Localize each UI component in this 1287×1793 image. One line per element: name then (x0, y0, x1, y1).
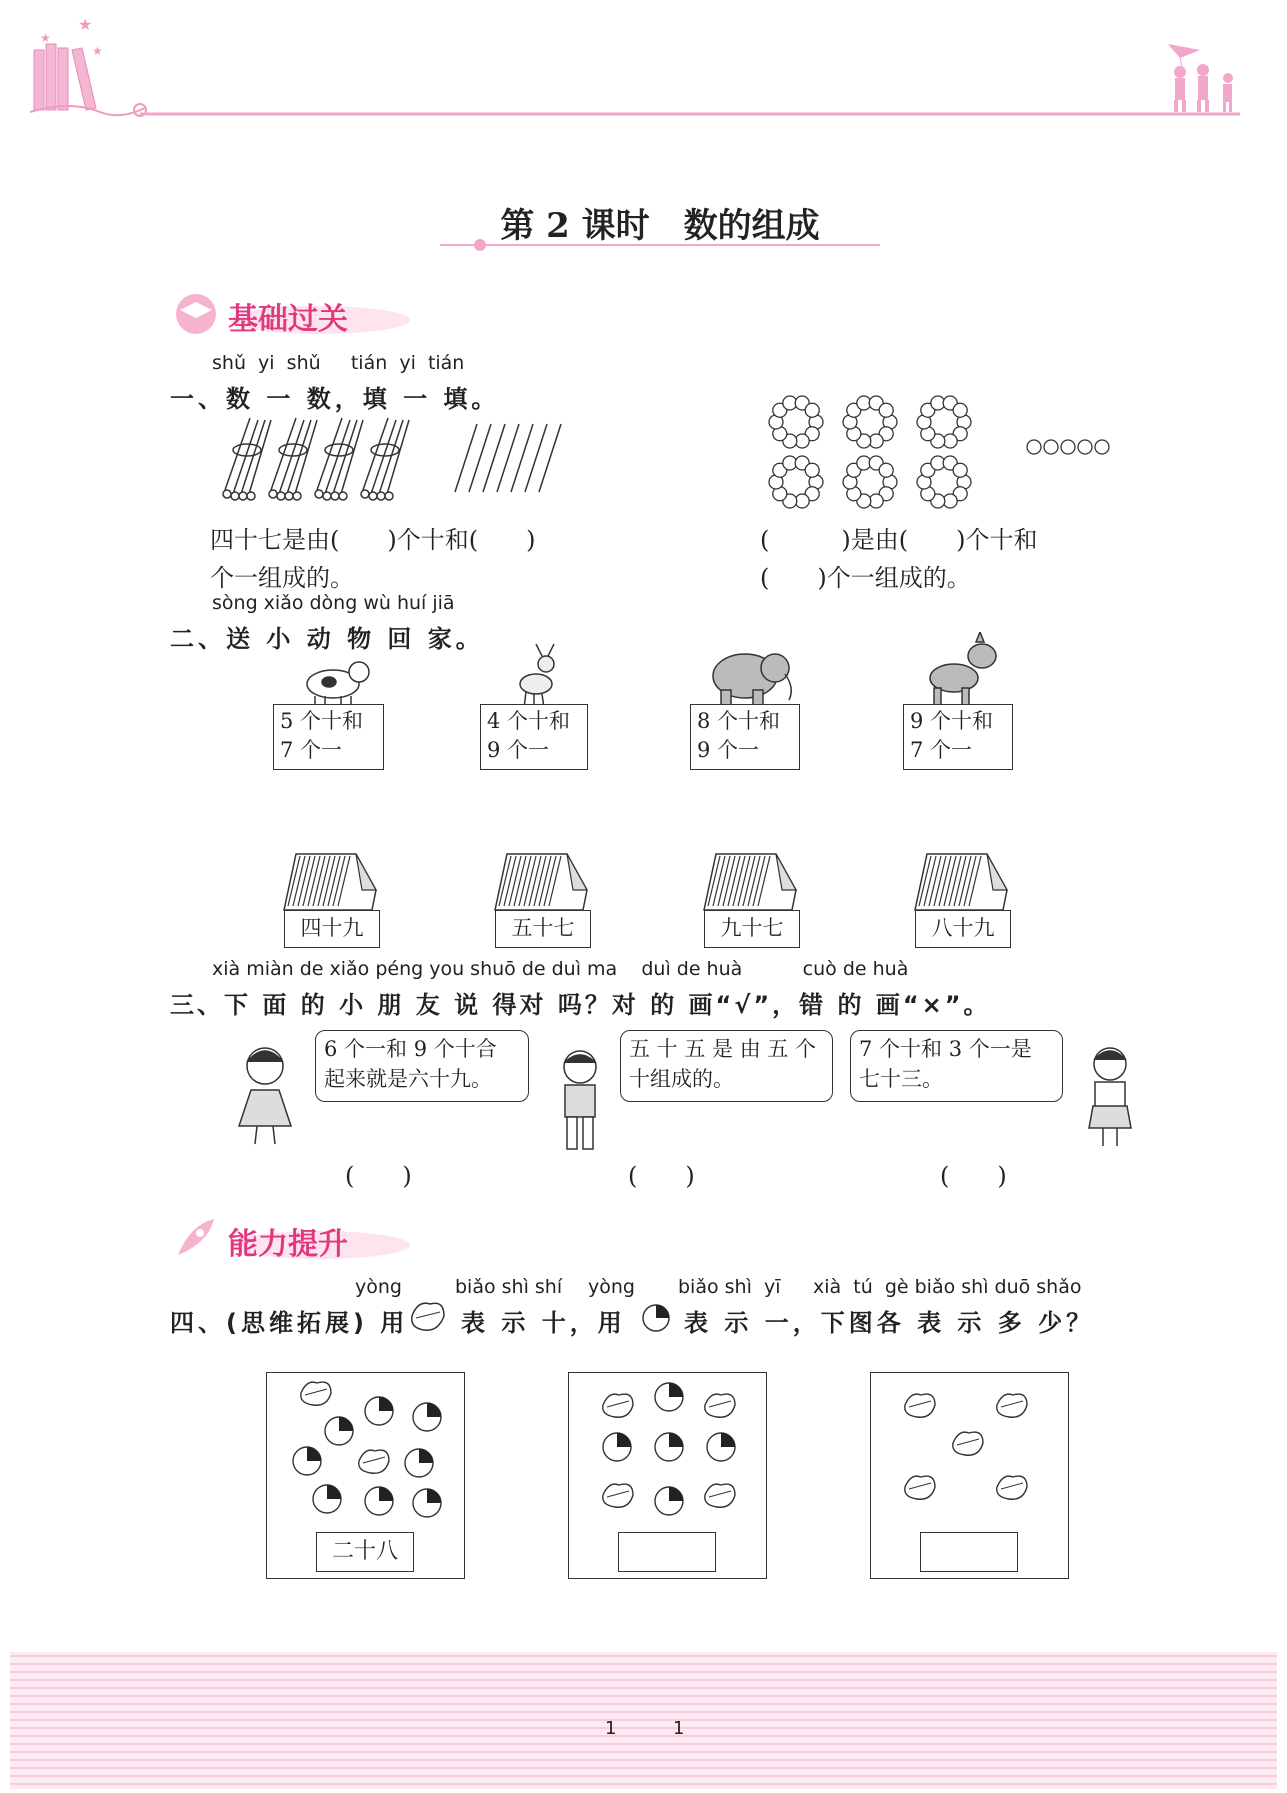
q1-pinyin: shǔ yi shǔ tián yi tián (212, 352, 465, 374)
q4-pinyin-e: xià tú gè biǎo shì duō shǎo (813, 1276, 1082, 1298)
house-roofs-illustration (280, 850, 1040, 916)
speech-bubble-1: 6 个一和 9 个十合 起来就是六十九。 (315, 1030, 529, 1102)
stick-bundles-illustration (215, 410, 595, 510)
q1-left-line1: 四十七是由( )个十和( ) (210, 526, 536, 554)
q3-title: 三、下 面 的 小 朋 友 说 得对 吗？对 的 画“√”，错 的 画“×”。 (170, 991, 991, 1019)
svg-text:★: ★ (78, 15, 93, 34)
section-advanced-banner (170, 1215, 410, 1261)
q1-right-line1: ( )是由( )个十和 (760, 526, 1038, 554)
bead-rings-illustration (760, 392, 1120, 512)
house-label-4: 八十九 (915, 910, 1011, 948)
q4-answer-box-1[interactable]: 二十八 (316, 1532, 414, 1572)
title-underline (440, 238, 880, 252)
girl-1-illustration (225, 1040, 305, 1150)
half-circle-icon (640, 1302, 672, 1334)
house-label-3: 九十七 (704, 910, 800, 948)
speech-bubble-2: 五 十 五 是 由 五 个 十组成的。 (620, 1030, 833, 1102)
house-label-1: 四十九 (284, 910, 380, 948)
speech-bubble-3: 7 个十和 3 个一是 七十三。 (850, 1030, 1063, 1102)
page-number-left: 1 (605, 1718, 617, 1739)
q4-pinyin-d: biǎo shì yī (678, 1276, 781, 1298)
q2-pinyin: sòng xiǎo dòng wù huí jiā (212, 592, 455, 614)
section-basic-label: 基础过关 (228, 302, 348, 337)
animal-card-horse: 9 个十和 7 个一 (903, 704, 1013, 770)
q1-left-line2: 个一组成的。 (210, 564, 354, 592)
q2-title: 二、送 小 动 物 回 家。 (170, 625, 484, 653)
lesson-title: 第 2 课时 数的组成 (500, 206, 820, 246)
horse-illustration (920, 632, 1005, 710)
elephant-illustration (705, 638, 800, 710)
section-basic-banner (170, 290, 410, 336)
animal-card-goat: 4 个十和 9 个一 (480, 704, 588, 770)
q4-part2: 表 示 十，用 (461, 1309, 626, 1337)
animal-card-cow: 5 个十和 7 个一 (273, 704, 384, 770)
q4-answer-box-2[interactable] (618, 1532, 716, 1572)
boy-illustration (545, 1045, 615, 1155)
cow-illustration (295, 650, 375, 710)
section-advanced-label: 能力提升 (228, 1227, 348, 1262)
q4-part1: 四、(思维拓展) 用 (170, 1309, 409, 1337)
q1-right-line2: ( )个一组成的。 (760, 564, 971, 592)
footer-stripes (10, 1652, 1277, 1789)
svg-text:★: ★ (92, 44, 103, 58)
animal-card-elephant: 8 个十和 9 个一 (690, 704, 800, 770)
leaf-icon (408, 1298, 448, 1334)
q1-title: 一、数 一 数，填 一 填。 (170, 385, 500, 413)
answer-paren-2[interactable]: ( ) (628, 1162, 695, 1190)
q4-answer-box-3[interactable] (920, 1532, 1018, 1572)
q4-pinyin-b: biǎo shì shí (455, 1276, 563, 1298)
q3-pinyin: xià miàn de xiǎo péng you shuō de duì ma duì de huà cuò de huà (212, 958, 909, 980)
answer-paren-3[interactable]: ( ) (940, 1162, 1007, 1190)
q4-pinyin-a: yòng (355, 1276, 402, 1298)
q4-part3: 表 示 一，下图各 表 示 多 少？ (684, 1309, 1095, 1337)
header-decoration (0, 0, 1287, 130)
answer-paren-1[interactable]: ( ) (345, 1162, 412, 1190)
svg-text:★: ★ (40, 31, 51, 45)
goat-illustration (508, 640, 568, 710)
page-number-right: 1 (673, 1718, 685, 1739)
girl-2-illustration (1075, 1040, 1145, 1150)
house-label-2: 五十七 (495, 910, 591, 948)
q4-pinyin-c: yòng (588, 1276, 635, 1298)
